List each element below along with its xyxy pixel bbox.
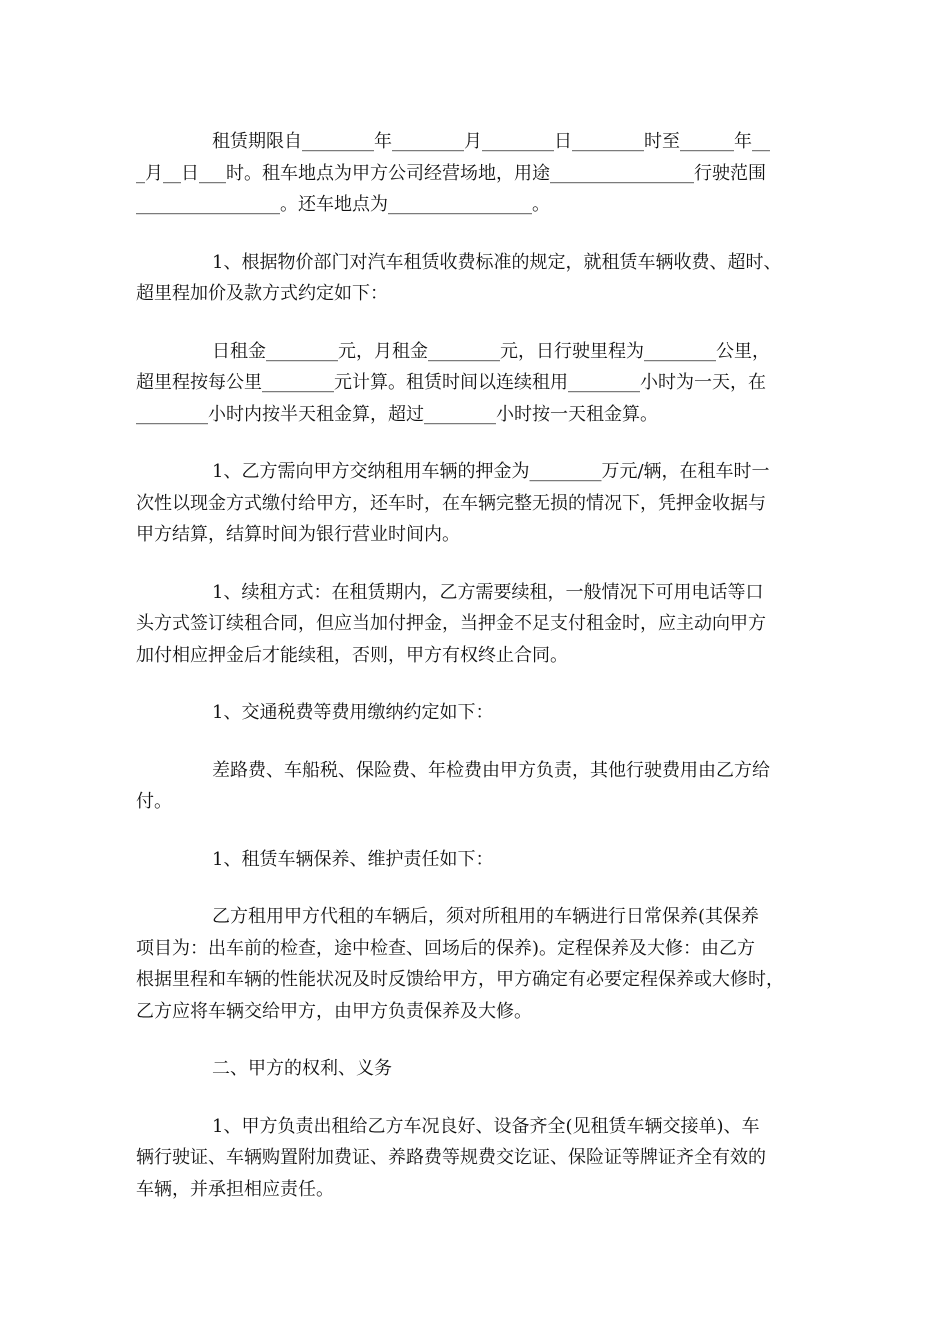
text-line: 加付相应押金后才能续租，否则，甲方有权终止合同。 xyxy=(136,644,568,666)
text-line: 付。 xyxy=(136,791,172,812)
text-line: ________________。还车地点为________________。 xyxy=(136,194,550,215)
text-line: 辆行驶证、车辆购置附加费证、养路费等规费交讫证、保险证等牌证齐全有效的 xyxy=(136,1147,766,1168)
paragraph-maintenance xyxy=(136,901,816,1027)
text-line: ________小时内按半天租金算，超过________小时按一天租金算。 xyxy=(136,403,658,425)
text-line: 1、根据物价部门对汽车租赁收费标准的规定，就租赁车辆收费、超时、 xyxy=(212,251,782,273)
text-line: 超里程加价及款方式约定如下： xyxy=(136,283,388,304)
text-line: 1、甲方负责出租给乙方车况良好、设备齐全(见租赁车辆交接单)、车 xyxy=(212,1115,760,1137)
document-page xyxy=(136,126,816,1231)
paragraph-fees-intro xyxy=(136,697,816,729)
paragraph-rates xyxy=(136,336,816,431)
text-line: 1、续租方式：在租赁期内，乙方需要续租，一般情况下可用电话等口 xyxy=(212,581,764,603)
text-line: _月__日___时。租车地点为甲方公司经营场地，用途________________行驶范围 xyxy=(136,162,766,184)
text-line: 日租金________元，月租金________元，日行驶里程为________公里， xyxy=(212,340,770,362)
text-line: 乙方租用甲方代租的车辆后，须对所租用的车辆进行日常保养(其保养 xyxy=(212,906,760,927)
text-line: 差路费、车船税、保险费、年检费由甲方负责，其他行驶费用由乙方给 xyxy=(212,759,770,781)
text-line: 1、交通税费等费用缴纳约定如下： xyxy=(212,702,494,723)
text-line: 1、租赁车辆保养、维护责任如下： xyxy=(212,848,494,870)
text-line: 乙方应将车辆交给甲方，由甲方负责保养及大修。 xyxy=(136,1000,532,1022)
text-line: 甲方结算，结算时间为银行营业时间内。 xyxy=(136,524,460,545)
section-heading-party-a-rights xyxy=(136,1053,816,1085)
paragraph-fees xyxy=(136,755,816,818)
paragraph-pricing-intro xyxy=(136,247,816,310)
text-line: 车辆，并承担相应责任。 xyxy=(136,1178,334,1200)
paragraph-rental-period xyxy=(136,126,816,221)
text-line: 1、乙方需向甲方交纳租用车辆的押金为________万元/辆，在租车时一 xyxy=(212,461,770,482)
text-line: 超里程按每公里________元计算。租赁时间以连续租用________小时为一天，在 xyxy=(136,372,766,393)
paragraph-renewal xyxy=(136,577,816,672)
text-line: 根据里程和车辆的性能状况及时反馈给甲方，甲方确定有必要定程保养或大修时， xyxy=(136,969,784,990)
text-line: 二、甲方的权利、义务 xyxy=(212,1058,392,1079)
paragraph-deposit xyxy=(136,456,816,551)
text-line: 租赁期限自________年________月________日________时至______年__ xyxy=(212,131,770,152)
text-line: 次性以现金方式缴付给甲方，还车时，在车辆完整无损的情况下，凭押金收据与 xyxy=(136,492,766,514)
text-line: 头方式签订续租合同，但应当加付押金，当押金不足支付租金时，应主动向甲方 xyxy=(136,613,766,634)
text-line: 项目为：出车前的检查，途中检查、回场后的保养)。定程保养及大修：由乙方 xyxy=(136,937,756,959)
paragraph-maintenance-intro xyxy=(136,844,816,876)
paragraph-party-a-duty xyxy=(136,1111,816,1206)
